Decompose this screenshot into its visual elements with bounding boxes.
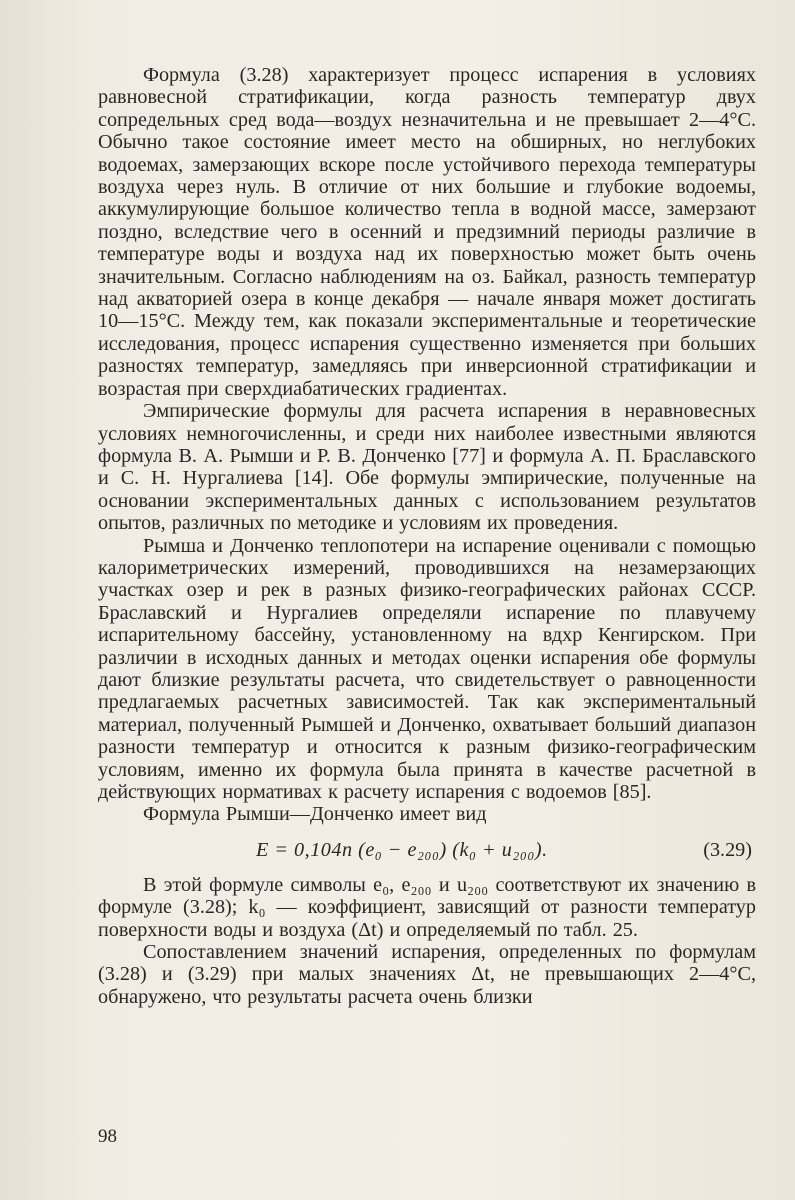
formula: E = 0,104n (e₀ − e₂₀₀) (k₀ + u₂₀₀). <box>256 838 548 861</box>
page-text <box>98 64 756 1008</box>
paragraph-4: Формула Рымши—Донченко имеет вид <box>143 803 487 826</box>
paragraph-1: Формула (3.28) характеризует процесс испарения в условиях равновесной стратификации, когда разность температур двух сопредельных сред вода—воздух незначительна и не превышает 2—4°С. Обычно такое состояние имеет место на обширных, но неглубоких водоемах, замерзающих вскоре после устойчивого перехода температуры воздуха через нуль. В отличие от них большие и глубокие водоемы, аккумулирующие большое количество тепла в водной массе, замерзают поздно, вследствие чего в осенний и предзимний периоды различие в температуре воды и воздуха над их поверхностью может быть очень значительным. Согласно наблюдениям на оз. Байкал, разность температур над акваторией озера в конце декабря — начале января может достигать 10—15°С. Между тем, как показали экспериментальные и теоретические исследования, процесс испарения существенно изменяется при больших разностях температур, замедляясь при инверсионной стратификации и возрастая при сверхдиабатических градиентах. <box>98 64 756 400</box>
formula-row <box>98 834 756 866</box>
equation-number: (3.29) <box>703 838 752 861</box>
paragraph-6: Сопоставлением значений испарения, определенных по формулам (3.28) и (3.29) при малых значениях Δt, не превышающих 2—4°С, обнаружено, что результаты расчета очень близки <box>98 941 756 1008</box>
page-number: 98 <box>98 1126 117 1147</box>
paragraph-2: Эмпирические формулы для расчета испарения в неравновесных условиях немногочисленны, и среди них наиболее известными являются формула В. А. Рымши и Р. В. Донченко [77] и формула А. П. Браславского и С. Н. Нургалиева [14]. Обе формулы эмпирические, полученные на основании экспериментальных данных с использованием результатов опытов, различных по методике и условиям их проведения. <box>98 400 756 535</box>
paragraph-3: Рымша и Донченко теплопотери на испарение оценивали с помощью калориметрических измерений, проводившихся на незамерзающих участках озер и рек в разных физико-географических районах СССР. Браславский и Нургалиев определяли испарение по плавучему испарительному бассейну, установленному на вдхр Кенгирском. При различии в исходных данных и методах оценки испарения обе формулы дают близкие результаты расчета, что свидетельствует о равноценности предлагаемых расчетных зависимостей. Так как экспериментальный материал, полученный Рымшей и Донченко, охватывает больший диапазон разности температур и относится к разным физико-географическим условиям, именно их формула была принята в качестве расчетной в действующих нормативах к расчету испарения с водоемов [85]. <box>98 534 756 803</box>
paragraph-5: В этой формуле символы e₀, e₂₀₀ и u₂₀₀ соответствуют их значению в формуле (3.28); k₀ — коэффициент, зависящий от разности температур поверхности воды и воздуха (Δt) и определяемый по табл. 25. <box>98 873 756 941</box>
